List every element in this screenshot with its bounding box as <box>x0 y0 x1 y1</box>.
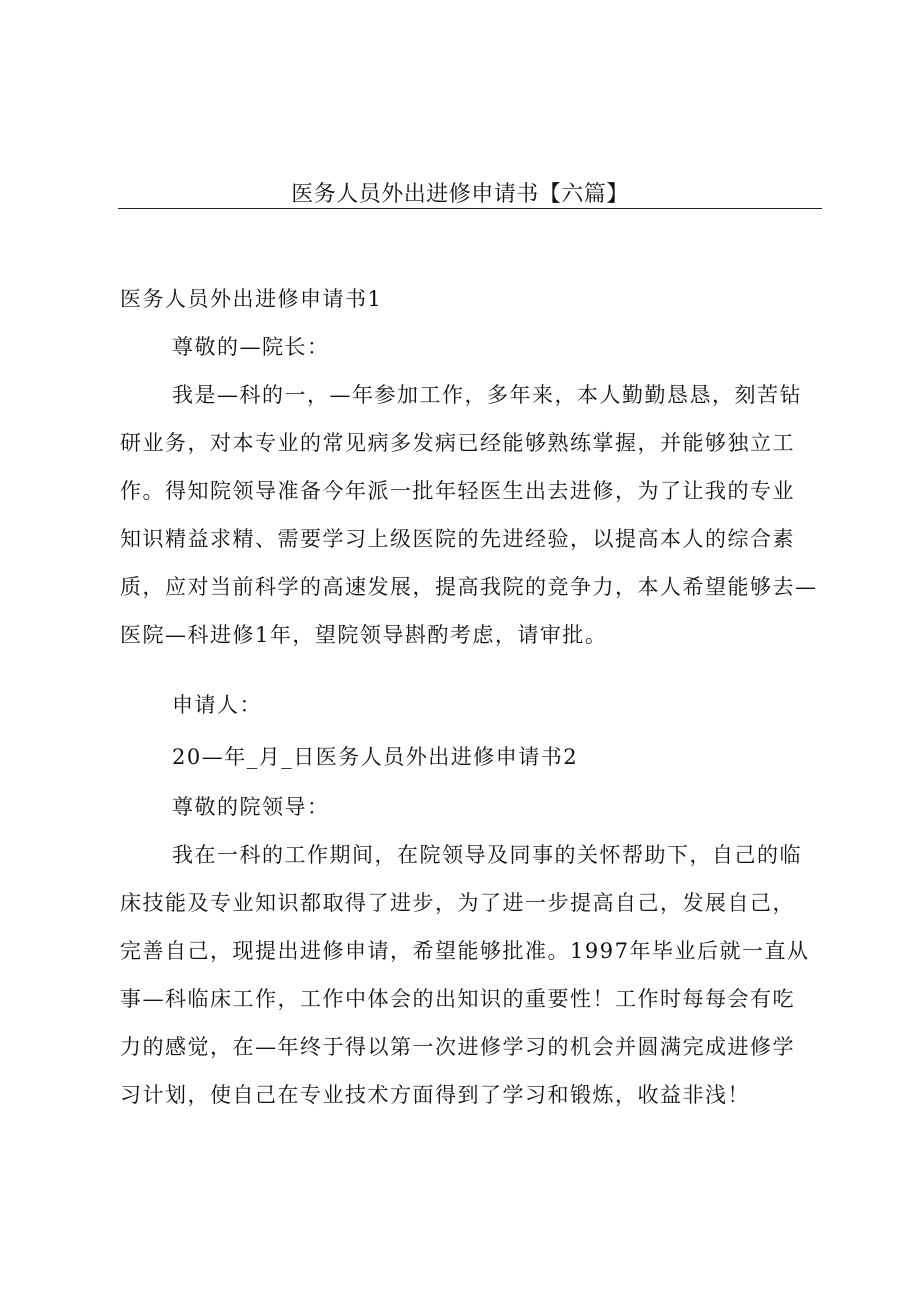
section1-body-line: 质，应对当前科学的高速发展，提高我院的竞争力，本人希望能够去— <box>120 575 818 599</box>
section1-heading: 医务人员外出进修申请书1 <box>120 287 383 311</box>
section1-salutation: 尊敬的—院长： <box>172 335 330 359</box>
section2-salutation: 尊敬的院领导： <box>172 795 330 819</box>
section2-body-line: 习计划，使自己在专业技术方面得到了学习和锻炼，收益非浅！ <box>120 1083 750 1107</box>
section2-body-line: 床技能及专业知识都取得了进步，为了进一步提高自己，发展自己， <box>120 891 795 915</box>
section2-body-line: 事—科临床工作，工作中体会的出知识的重要性！工作时每每会有吃 <box>120 987 795 1011</box>
date-and-section2-heading: 20—年_月_日医务人员外出进修申请书2 <box>172 745 579 769</box>
section1-body-line: 作。得知院领导准备今年派一批年轻医生出去进修，为了让我的专业 <box>120 479 795 503</box>
section2-body-line: 我在一科的工作期间，在院领导及同事的关怀帮助下，自己的临 <box>172 843 802 867</box>
title-underline <box>118 208 822 209</box>
section1-body-line: 知识精益求精、需要学习上级医院的先进经验，以提高本人的综合素 <box>120 527 795 551</box>
section1-body-line: 研业务，对本专业的常见病多发病已经能够熟练掌握，并能够独立工 <box>120 431 795 455</box>
document-title: 医务人员外出进修申请书【六篇】 <box>291 182 629 207</box>
section2-body-line: 力的感觉，在—年终于得以第一次进修学习的机会并圆满完成进修学 <box>120 1035 795 1059</box>
applicant-label: 申请人： <box>172 693 262 717</box>
section2-body-line: 完善自己，现提出进修申请，希望能够批准。1997年毕业后就一直从 <box>120 939 810 963</box>
section1-body-line: 我是—科的一，—年参加工作，多年来，本人勤勤恳恳，刻苦钻 <box>172 383 802 407</box>
section1-body-line: 医院—科进修1年，望院领导斟酌考虑，请审批。 <box>120 623 608 647</box>
